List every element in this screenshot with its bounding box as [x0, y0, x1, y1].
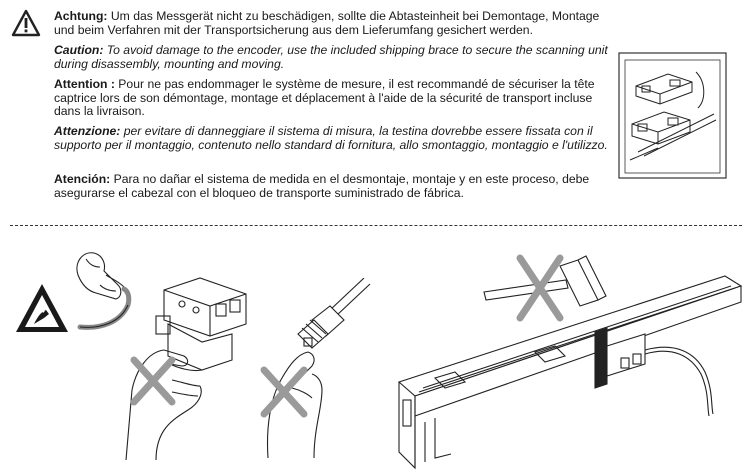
- shipping-brace-illustration: [618, 52, 728, 180]
- connector-illustration: [252, 278, 372, 458]
- warning-it: Attenzione: per evitare di danneggiare il sistema di misura, la testina dovrebbe essere fissata con il supporto per il montaggio, contenuto nello standard di fornitura, allo smontaggio, montaggio e l'utilizzo.: [54, 124, 608, 152]
- x-prohibited-icon: [134, 360, 172, 402]
- warning-en: Caution: To avoid damage to the encoder, use the included shipping brace to secure the scanning unit during disassembly, mounting and moving.: [54, 43, 608, 71]
- esd-warning-icon: [14, 282, 70, 334]
- warning-triangle-icon: [11, 9, 41, 37]
- dashed-divider: [10, 225, 742, 226]
- linear-encoder-illustration: [395, 272, 745, 472]
- scanning-unit-illustration: [112, 270, 252, 460]
- warning-es: Atención: Para no dañar el sistema de medida en el desmontaje, montaje y en este proceso, debe asegurarse el cabezal con el bloqueo de transporte suministrado de fábrica.: [54, 172, 590, 200]
- x-prohibited-icon: [264, 370, 304, 414]
- warning-fr: Attention : Pour ne pas endommager le système de mesure, il est recommandé de sécuriser la tête captrice lors de son démontage, montage et déplacement à l'aide de la sécurité de transport incluse dans la livraison.: [54, 77, 595, 119]
- warning-de: Achtung: Um das Messgerät nicht zu beschädigen, sollte die Abtasteinheit bei Demontage, Montage und beim Verfahren mit der Transportsicherung aus dem Lieferumfang gesichert werden.: [54, 9, 600, 37]
